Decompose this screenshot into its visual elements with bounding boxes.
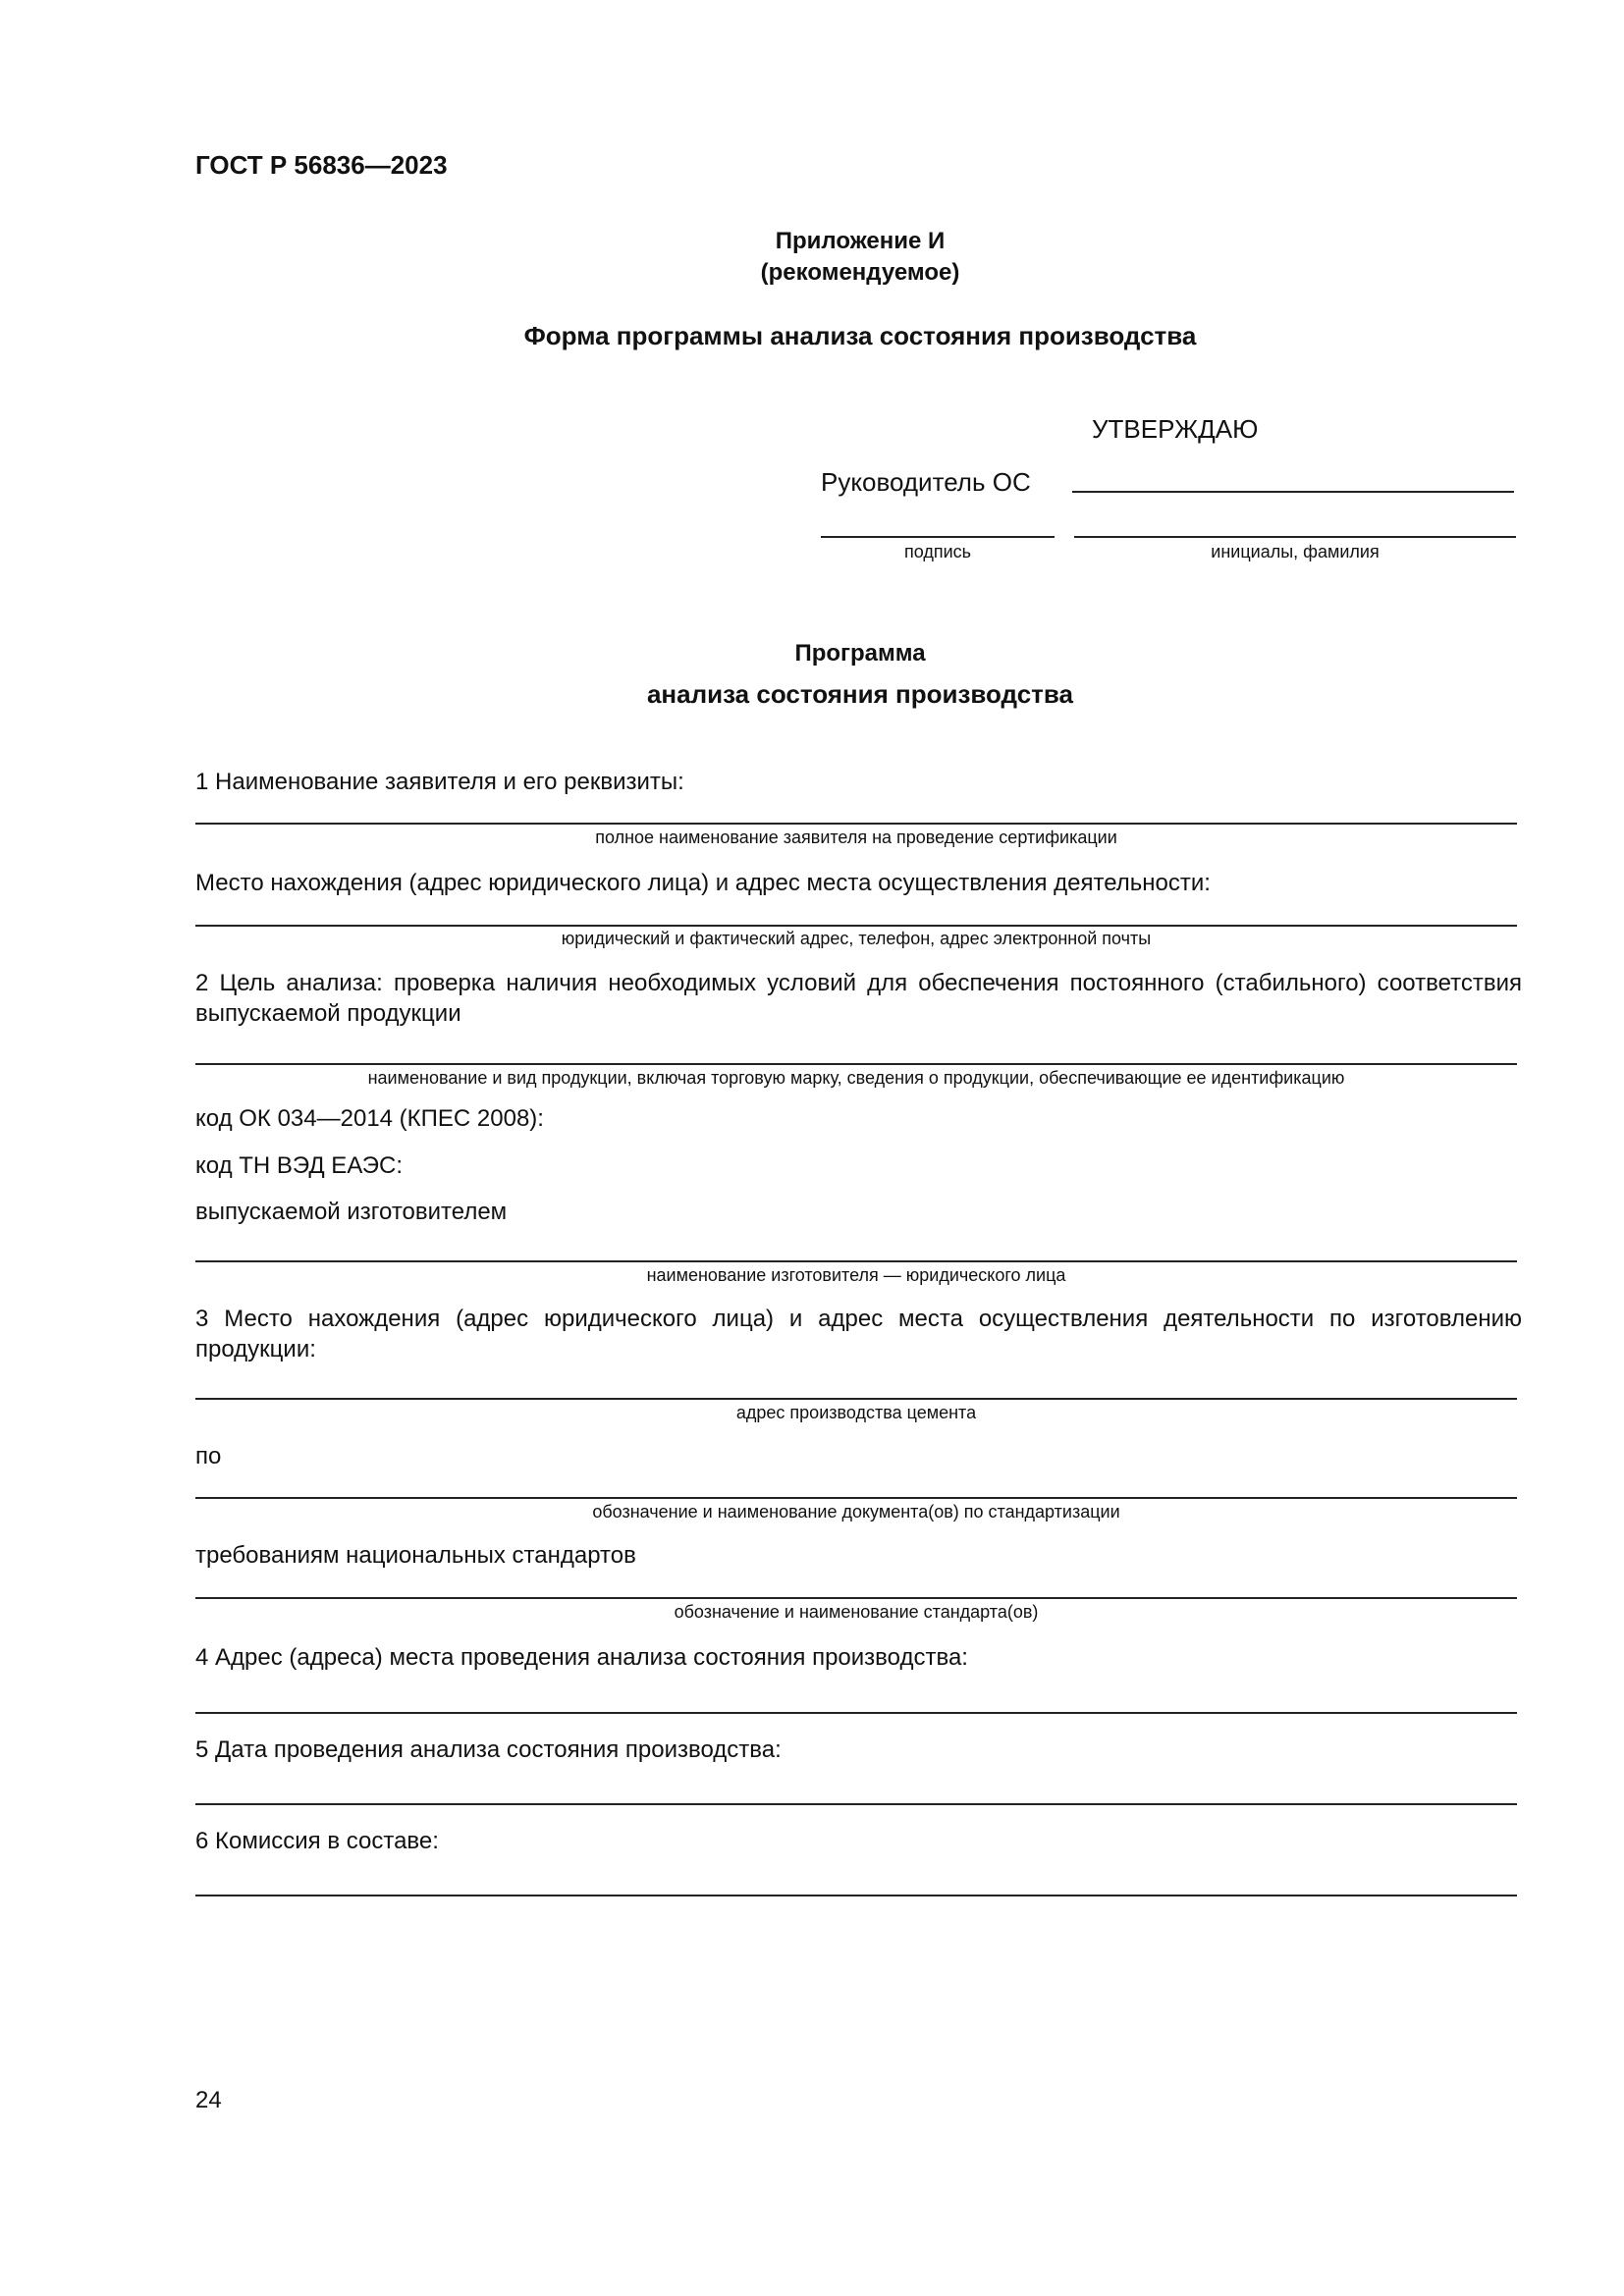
approve-label: УТВЕРЖДАЮ [1092,414,1259,444]
section-3-label: 3 Место нахождения (адрес юридического лица) и адрес места осуществления деятельности по изготовлению продукции: [195,1306,1522,1362]
section-1-label: 1 Наименование заявителя и его реквизиты: [195,769,684,795]
appendix-title: Приложение И [775,228,946,254]
standard-document-caption: обозначение и наименование документа(ов) по стандартизации [592,1502,1120,1522]
document-code: ГОСТ Р 56836—2023 [195,150,448,180]
address-caption: юридический и фактический адрес, телефон, адрес электронной почты [561,929,1152,948]
okpd-code-label: код ОК 034—2014 (КПЕС 2008): [195,1105,544,1132]
requirements-label: требованиям национальных стандартов [195,1542,636,1569]
section-4-label: 4 Адрес (адреса) места проведения анализа состояния производства: [195,1644,968,1671]
manufacturer-label: выпускаемой изготовителем [195,1199,508,1225]
initials-caption: инициалы, фамилия [1211,542,1380,561]
product-line [195,1063,1517,1065]
tnved-code-label: код ТН ВЭД ЕАЭС: [195,1152,404,1179]
standard-caption: обозначение и наименование стандарта(ов) [674,1602,1039,1622]
standard-document-line [195,1497,1517,1499]
page-number: 24 [195,2087,222,2113]
program-title: Программа [794,640,926,667]
applicant-name-caption: полное наименование заявителя на проведение сертификации [595,828,1117,847]
initials-line [1074,536,1516,538]
manufacturer-caption: наименование изготовителя — юридического лица [646,1265,1066,1285]
appendix-status: (рекомендуемое) [760,259,960,286]
analysis-address-line [195,1712,1517,1714]
section-2-label: 2 Цель анализа: проверка наличия необходимых условий для обеспечения постоянного (стабильного) соответствия выпускаемой продукции [195,970,1522,1027]
section-5-label: 5 Дата проведения анализа состояния производства: [195,1736,782,1763]
product-caption: наименование и вид продукции, включая торговую марку, сведения о продукции, обеспечивающие ее идентификацию [367,1068,1345,1088]
manufacturer-line [195,1260,1517,1262]
production-address-line [195,1398,1517,1400]
appendix-heading: Форма программы анализа состояния производства [523,321,1197,350]
signature-caption: подпись [903,542,972,561]
program-subtitle: анализа состояния производства [646,679,1074,709]
by-label: по [195,1443,222,1469]
analysis-date-line [195,1803,1517,1805]
location-label: Место нахождения (адрес юридического лица) и адрес места осуществления деятельности: [195,870,1211,896]
signature-line [821,536,1055,538]
head-of-body-label: Руководитель ОС [821,467,1031,497]
section-6-label: 6 Комиссия в составе: [195,1828,439,1854]
production-address-caption: адрес производства цемента [735,1403,977,1422]
head-of-body-line [1072,491,1514,493]
commission-line [195,1895,1517,1896]
applicant-name-line [195,823,1517,825]
address-line [195,925,1517,927]
standard-line [195,1597,1517,1599]
